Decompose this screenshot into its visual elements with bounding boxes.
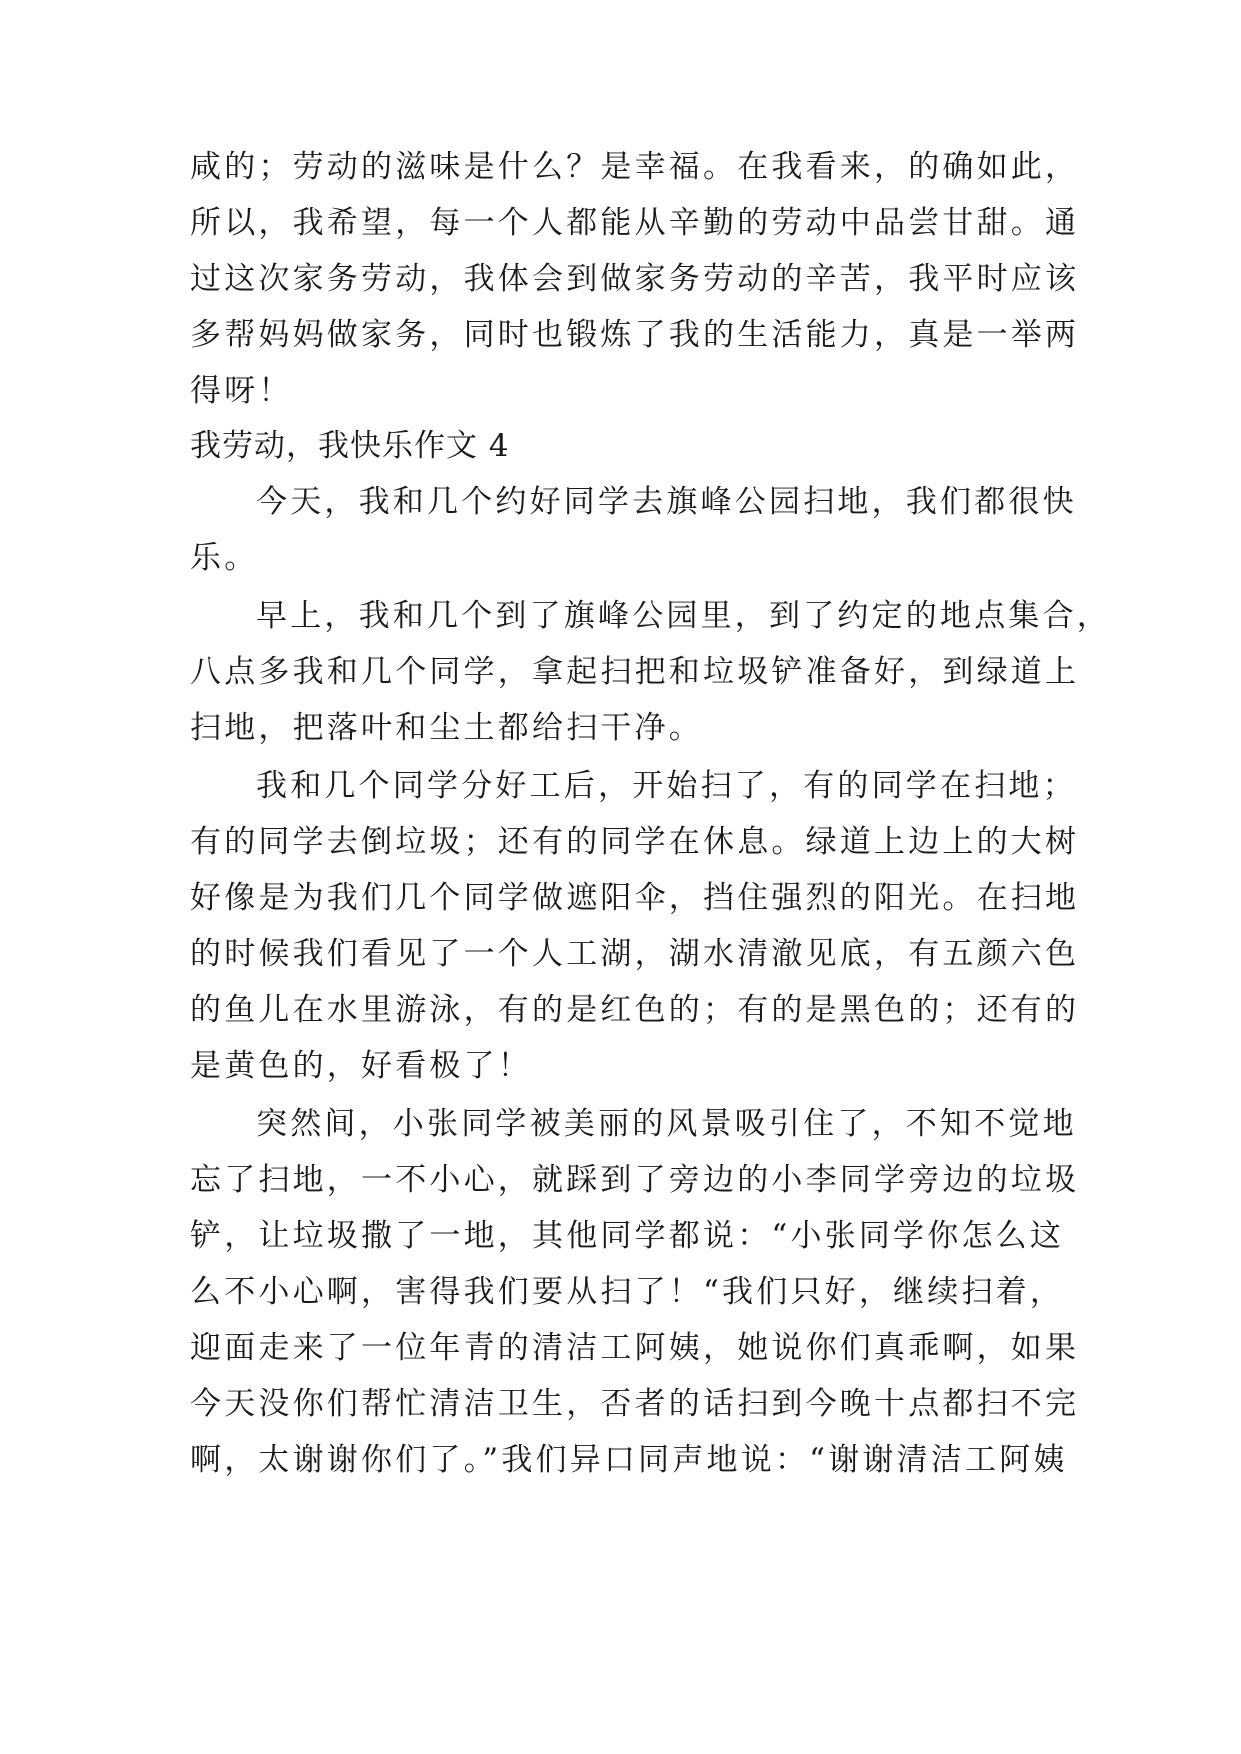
text-line: 突然间，小张同学被美丽的风景吸引住了，不知不觉地 [256, 1106, 1077, 1142]
section-heading: 我劳动，我快乐作文 4 [190, 428, 510, 464]
text-line: 今天，我和几个约好同学去旗峰公园扫地，我们都很快 [256, 484, 1077, 520]
text-line: 的鱼儿在水里游泳，有的是红色的；有的是黑色的；还有的 [190, 992, 1080, 1028]
text-line: 八点多我和几个同学，拿起扫把和垃圾铲准备好，到绿道上 [190, 654, 1080, 690]
text-line: 有的同学去倒垃圾；还有的同学在休息。绿道上边上的大树 [190, 824, 1080, 860]
text-line: 是黄色的，好看极了！ [190, 1048, 532, 1084]
text-line: 扫地，把落叶和尘土都给扫干净。 [190, 710, 703, 746]
text-line: 啊，太谢谢你们了。”我们异口同声地说：“谢谢清洁工阿姨 [190, 1442, 1068, 1478]
text-line: 早上，我和几个到了旗峰公园里，到了约定的地点集合， [256, 598, 1111, 634]
text-line: 迎面走来了一位年青的清洁工阿姨，她说你们真乖啊，如果 [190, 1330, 1080, 1366]
text-line: 铲，让垃圾撒了一地，其他同学都说：“小张同学你怎么这 [190, 1218, 1065, 1254]
text-line: 多帮妈妈做家务，同时也锻炼了我的生活能力，真是一举两 [190, 317, 1080, 353]
text-line: 所以，我希望，每一个人都能从辛勤的劳动中品尝甘甜。通 [190, 205, 1080, 241]
text-line: 得呀！ [190, 373, 293, 409]
text-line: 我和几个同学分好工后，开始扫了，有的同学在扫地； [256, 768, 1077, 804]
text-line: 的时候我们看见了一个人工湖，湖水清澈见底，有五颜六色 [190, 936, 1080, 972]
text-line: 今天没你们帮忙清洁卫生，否者的话扫到今晚十点都扫不完 [190, 1386, 1080, 1422]
text-line: 乐。 [190, 540, 259, 576]
text-line: 好像是为我们几个同学做遮阳伞，挡住强烈的阳光。在扫地 [190, 880, 1080, 916]
text-line: 忘了扫地，一不小心，就踩到了旁边的小李同学旁边的垃圾 [190, 1162, 1080, 1198]
text-line: 过这次家务劳动，我体会到做家务劳动的辛苦，我平时应该 [190, 261, 1080, 297]
text-line: 么不小心啊，害得我们要从扫了！“我们只好，继续扫着， [190, 1274, 1065, 1310]
text-line: 咸的；劳动的滋味是什么？是幸福。在我看来，的确如此， [190, 149, 1080, 185]
